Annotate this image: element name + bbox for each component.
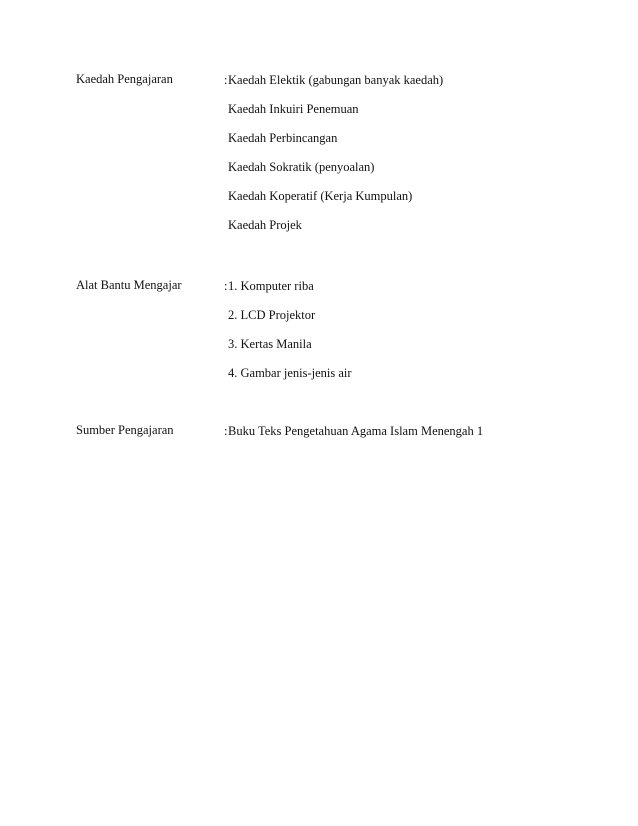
colon-separator: : [224, 73, 228, 87]
list-item: Kaedah Inkuiri Penemuan [228, 102, 359, 116]
list-item: Kaedah Perbincangan [228, 131, 338, 145]
list-item: Kaedah Sokratik (penyoalan) [228, 160, 375, 174]
list-item: 2. LCD Projektor [228, 308, 316, 322]
section-items [224, 278, 596, 394]
list-item: 3. Kertas Manila [228, 337, 312, 351]
list-item: :1. Komputer riba [224, 279, 314, 293]
list-item: :Buku Teks Pengetahuan Agama Islam Menengah 1 [224, 424, 484, 438]
section-label: Kaedah Pengajaran [76, 72, 173, 86]
colon-separator: : [224, 279, 228, 293]
list-item: Kaedah Koperatif (Kerja Kumpulan) [228, 189, 413, 203]
section-label: Sumber Pengajaran [76, 423, 174, 437]
section-label: Alat Bantu Mengajar [76, 278, 182, 292]
section-items [224, 72, 596, 246]
colon-separator: : [224, 424, 228, 438]
list-item: 4. Gambar jenis-jenis air [228, 366, 352, 380]
list-item: Kaedah Projek [228, 218, 302, 232]
list-item: :Kaedah Elektik (gabungan banyak kaedah) [224, 73, 444, 87]
section-items [224, 423, 596, 452]
